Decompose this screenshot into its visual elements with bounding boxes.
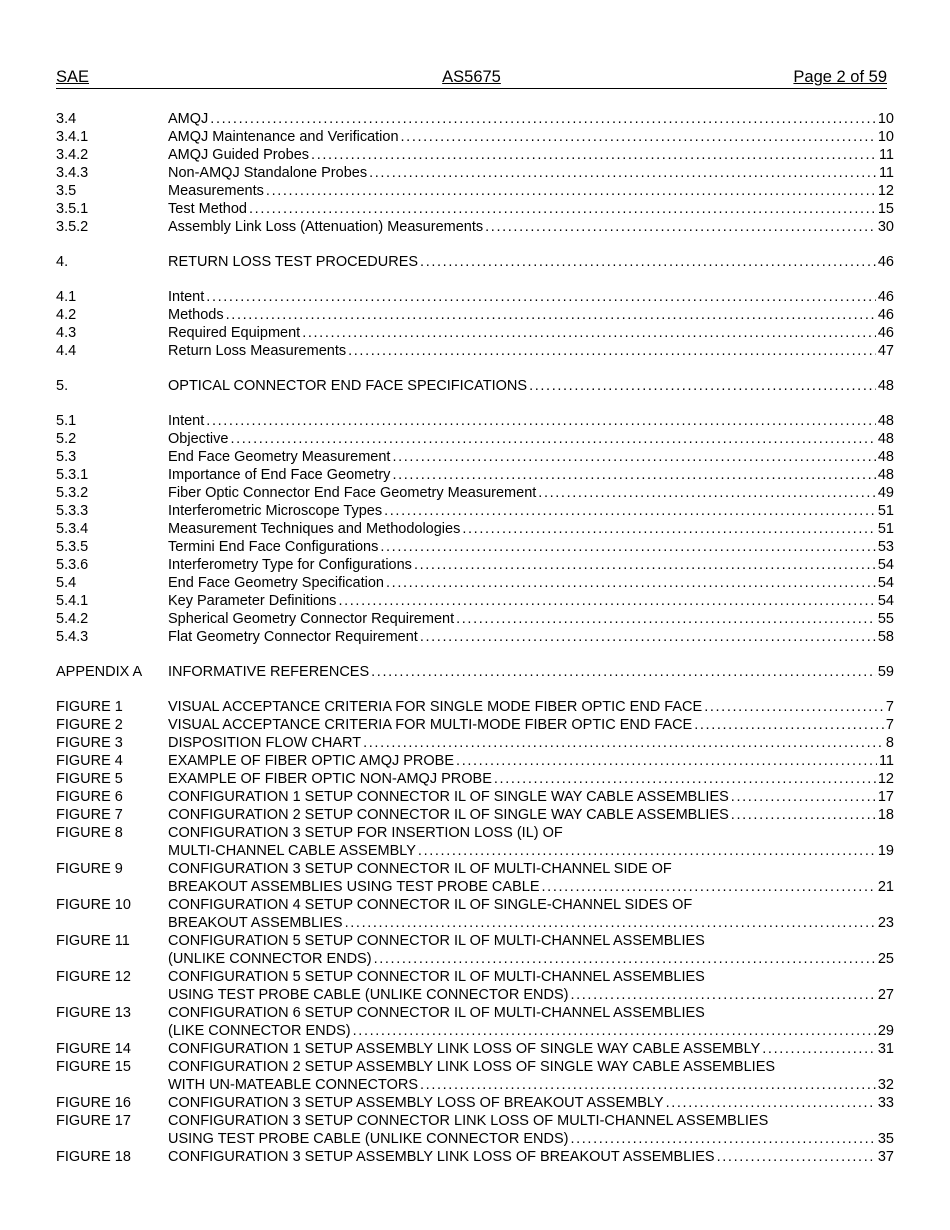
toc-entry-title: RETURN LOSS TEST PROCEDURES (168, 254, 419, 270)
toc-entry-number: FIGURE 17 (56, 1113, 131, 1129)
dot-leader (380, 538, 876, 556)
toc-entry (168, 412, 894, 430)
toc-entry-number: FIGURE 9 (56, 861, 123, 877)
dot-leader (731, 788, 876, 806)
dot-leader (494, 770, 876, 788)
toc-row (56, 200, 894, 218)
toc-entry-page: 54 (877, 593, 894, 609)
dot-leader (420, 253, 876, 271)
page-header (56, 68, 887, 89)
toc-row (56, 377, 894, 395)
toc-entry-title: CONFIGURATION 5 SETUP CONNECTOR IL OF MULTI-CHANNEL ASSEMBLIES (168, 933, 705, 949)
toc-entry (168, 1022, 894, 1040)
toc-entry (168, 734, 894, 752)
toc-row (56, 788, 894, 806)
dot-leader (570, 1130, 875, 1148)
toc-entry (168, 484, 894, 502)
toc-row (56, 860, 894, 878)
toc-entry-title: CONFIGURATION 5 SETUP CONNECTOR IL OF MULTI-CHANNEL ASSEMBLIES (168, 969, 705, 985)
toc-entry-number: 5.4.3 (56, 629, 89, 645)
toc-entry-title: BREAKOUT ASSEMBLIES (168, 915, 343, 931)
dot-leader (418, 842, 876, 860)
dot-leader (266, 182, 876, 200)
toc-row (56, 968, 894, 986)
toc-entry-page: 29 (877, 1023, 894, 1039)
toc-entry-title: DISPOSITION FLOW CHART (168, 735, 362, 751)
toc-row (56, 288, 894, 306)
toc-entry (168, 610, 894, 628)
toc-entry-number: 5.4 (56, 575, 77, 591)
dot-leader (717, 1148, 876, 1166)
dot-leader (694, 716, 884, 734)
dot-leader (311, 146, 877, 164)
toc-entry-title: WITH UN-MATEABLE CONNECTORS (168, 1077, 419, 1093)
dot-leader (538, 484, 876, 502)
toc-row (56, 1094, 894, 1112)
toc-row (56, 448, 894, 466)
dot-leader (462, 520, 876, 538)
toc-entry (168, 182, 894, 200)
toc-row (56, 1148, 894, 1166)
toc-entry-page: 46 (877, 307, 894, 323)
toc-row (56, 752, 894, 770)
toc-entry-number: 4. (56, 254, 69, 270)
toc-entry-number: FIGURE 14 (56, 1041, 131, 1057)
toc-entry-title: CONFIGURATION 3 SETUP CONNECTOR LINK LOSS OF MULTI-CHANNEL ASSEMBLIES (168, 1113, 769, 1129)
toc-entry-page: 12 (877, 183, 894, 199)
toc-entry-page: 46 (877, 289, 894, 305)
toc-entry (168, 306, 894, 324)
toc-entry-title: Methods (168, 307, 224, 323)
toc-entry-title: USING TEST PROBE CABLE (UNLIKE CONNECTOR ENDS) (168, 1131, 569, 1147)
header-org: SAE (56, 68, 90, 86)
toc-entry (168, 628, 894, 646)
toc-entry-page: 48 (877, 431, 894, 447)
toc-entry (168, 502, 894, 520)
dot-leader (338, 592, 875, 610)
dot-leader (226, 306, 876, 324)
toc-entry-page: 21 (877, 879, 894, 895)
toc-entry-page: 18 (877, 807, 894, 823)
dot-leader (401, 128, 876, 146)
toc-entry (168, 770, 894, 788)
dot-leader (374, 950, 876, 968)
dot-leader (762, 1040, 876, 1058)
toc-entry-page: 51 (877, 521, 894, 537)
toc-entry (168, 342, 894, 360)
toc-entry (168, 932, 894, 950)
toc-row (56, 824, 894, 842)
toc-row (56, 164, 894, 182)
dot-leader (456, 610, 876, 628)
toc-entry-title: Return Loss Measurements (168, 343, 347, 359)
toc-row (56, 484, 894, 502)
toc-entry-page: 31 (877, 1041, 894, 1057)
toc-entry-title: CONFIGURATION 6 SETUP CONNECTOR IL OF MULTI-CHANNEL ASSEMBLIES (168, 1005, 705, 1021)
dot-leader (704, 698, 884, 716)
toc-entry-number: 5.3.3 (56, 503, 89, 519)
toc-entry-page: 7 (885, 717, 894, 733)
toc-entry-title: Intent (168, 413, 205, 429)
toc-entry-title: (LIKE CONNECTOR ENDS) (168, 1023, 351, 1039)
toc-row (56, 610, 894, 628)
toc-entry (168, 1040, 894, 1058)
toc-row (56, 663, 894, 681)
dot-leader (392, 466, 875, 484)
toc-entry-page: 48 (877, 449, 894, 465)
toc-entry (168, 698, 894, 716)
toc-entry-page: 32 (877, 1077, 894, 1093)
toc-entry-title: CONFIGURATION 3 SETUP ASSEMBLY LINK LOSS OF BREAKOUT ASSEMBLIES (168, 1149, 715, 1165)
toc-entry-title: CONFIGURATION 2 SETUP CONNECTOR IL OF SINGLE WAY CABLE ASSEMBLIES (168, 807, 729, 823)
toc-entry-page: 33 (877, 1095, 894, 1111)
toc-row (56, 1076, 894, 1094)
toc-row (56, 466, 894, 484)
toc-entry-title: Intent (168, 289, 205, 305)
toc-entry (168, 663, 894, 681)
toc-entry-title: CONFIGURATION 1 SETUP ASSEMBLY LINK LOSS OF SINGLE WAY CABLE ASSEMBLY (168, 1041, 761, 1057)
toc-entry (168, 128, 894, 146)
toc-entry (168, 1112, 894, 1130)
toc-entry-title: Measurements (168, 183, 264, 199)
toc-row (56, 1004, 894, 1022)
toc-entry-number: FIGURE 4 (56, 753, 123, 769)
toc-entry (168, 146, 894, 164)
toc-entry-title: AMQJ Maintenance and Verification (168, 129, 399, 145)
toc-entry-page: 53 (877, 539, 894, 555)
toc-entry-page: 11 (878, 753, 894, 769)
dot-leader (666, 1094, 876, 1112)
toc-entry-number: 5.1 (56, 413, 77, 429)
toc-entry-page: 35 (877, 1131, 894, 1147)
toc-row (56, 842, 894, 860)
toc-row (56, 716, 894, 734)
toc-entry (168, 253, 894, 271)
toc-row (56, 306, 894, 324)
toc-entry-number: 5.4.1 (56, 593, 89, 609)
toc-entry (168, 716, 894, 734)
toc-row (56, 556, 894, 574)
toc-row (56, 574, 894, 592)
toc-entry-title: Flat Geometry Connector Requirement (168, 629, 418, 645)
toc-entry-number: FIGURE 12 (56, 969, 131, 985)
toc-entry-number: 3.5 (56, 183, 77, 199)
toc-entry (168, 592, 894, 610)
dot-leader (353, 1022, 876, 1040)
toc-row (56, 698, 894, 716)
toc-entry-number: 3.5.1 (56, 201, 89, 217)
toc-row (56, 110, 894, 128)
toc-entry-page: 7 (885, 699, 894, 715)
toc-entry (168, 288, 894, 306)
toc-row (56, 412, 894, 430)
dot-leader (420, 1076, 876, 1094)
toc-entry-number: FIGURE 6 (56, 789, 123, 805)
dot-leader (363, 734, 884, 752)
toc-entry-title: INFORMATIVE REFERENCES (168, 664, 370, 680)
toc-entry-page: 15 (877, 201, 894, 217)
toc-entry-number: 5.3.6 (56, 557, 89, 573)
toc-row (56, 770, 894, 788)
toc-entry-number: 4.3 (56, 325, 77, 341)
toc-entry-title: MULTI-CHANNEL CABLE ASSEMBLY (168, 843, 416, 859)
toc-row (56, 734, 894, 752)
toc-row (56, 146, 894, 164)
toc-entry-title: Interferometric Microscope Types (168, 503, 383, 519)
toc-entry-page: 19 (877, 843, 894, 859)
toc-entry-title: Assembly Link Loss (Attenuation) Measurements (168, 219, 484, 235)
toc-row (56, 806, 894, 824)
toc-entry-page: 25 (877, 951, 894, 967)
toc-entry-page: 30 (877, 219, 894, 235)
toc-entry (168, 574, 894, 592)
toc-entry-title: USING TEST PROBE CABLE (UNLIKE CONNECTOR ENDS) (168, 987, 569, 1003)
dot-leader (210, 110, 876, 128)
dot-leader (731, 806, 876, 824)
toc-entry-page: 10 (877, 129, 894, 145)
toc-entry-title: (UNLIKE CONNECTOR ENDS) (168, 951, 372, 967)
dot-leader (485, 218, 876, 236)
toc-entry (168, 842, 894, 860)
toc-entry-page: 48 (877, 413, 894, 429)
dot-leader (206, 412, 876, 430)
toc-entry-page: 54 (877, 557, 894, 573)
toc-row (56, 932, 894, 950)
toc-entry (168, 914, 894, 932)
toc-entry-page: 48 (877, 467, 894, 483)
toc-entry (168, 824, 894, 842)
toc-entry (168, 878, 894, 896)
dot-leader (384, 502, 876, 520)
toc-entry-title: CONFIGURATION 3 SETUP CONNECTOR IL OF MULTI-CHANNEL SIDE OF (168, 861, 672, 877)
toc-entry (168, 520, 894, 538)
toc-row (56, 1040, 894, 1058)
dot-leader (386, 574, 876, 592)
toc-entry-page: 48 (877, 378, 894, 394)
toc-entry (168, 448, 894, 466)
toc-entry-number: 4.2 (56, 307, 77, 323)
toc-entry-page: 8 (885, 735, 894, 751)
toc-entry-number: 3.4 (56, 111, 77, 127)
toc-entry-page: 58 (877, 629, 894, 645)
dot-leader (371, 663, 876, 681)
dot-leader (542, 878, 876, 896)
toc-entry-title: Test Method (168, 201, 247, 217)
toc-entry-number: 3.4.1 (56, 129, 89, 145)
toc-entry (168, 1004, 894, 1022)
toc-entry (168, 538, 894, 556)
toc-entry-page: 49 (877, 485, 894, 501)
toc-entry-title: Importance of End Face Geometry (168, 467, 391, 483)
toc-entry-number: 5.3.4 (56, 521, 89, 537)
toc-row (56, 324, 894, 342)
toc-entry-number: 5.3 (56, 449, 77, 465)
toc-row (56, 342, 894, 360)
toc-entry-page: 59 (877, 664, 894, 680)
toc-entry-title: End Face Geometry Measurement (168, 449, 391, 465)
toc-entry (168, 556, 894, 574)
toc-entry-number: 4.1 (56, 289, 77, 305)
toc-entry-title: Objective (168, 431, 229, 447)
toc-entry-number: 3.5.2 (56, 219, 89, 235)
toc-entry-page: 10 (877, 111, 894, 127)
toc-row (56, 1022, 894, 1040)
toc-entry (168, 1130, 894, 1148)
toc-entry-number: FIGURE 7 (56, 807, 123, 823)
toc-entry (168, 1148, 894, 1166)
toc-entry-number: 5.4.2 (56, 611, 89, 627)
toc-entry-number: FIGURE 10 (56, 897, 131, 913)
toc-entry (168, 806, 894, 824)
toc-entry (168, 430, 894, 448)
toc-entry-page: 37 (877, 1149, 894, 1165)
toc-entry (168, 950, 894, 968)
toc-entry-title: CONFIGURATION 1 SETUP CONNECTOR IL OF SINGLE WAY CABLE ASSEMBLIES (168, 789, 729, 805)
toc-entry-number: FIGURE 5 (56, 771, 123, 787)
toc-entry-page: 54 (877, 575, 894, 591)
toc-entry (168, 1094, 894, 1112)
toc-entry (168, 968, 894, 986)
header-doc-number: AS5675 (442, 68, 501, 86)
toc-entry-title: Spherical Geometry Connector Requirement (168, 611, 455, 627)
toc-entry-title: CONFIGURATION 4 SETUP CONNECTOR IL OF SINGLE-CHANNEL SIDES OF (168, 897, 693, 913)
dot-leader (369, 164, 877, 182)
dot-leader (230, 430, 875, 448)
toc-entry-number: FIGURE 13 (56, 1005, 131, 1021)
toc-entry-number: 5. (56, 378, 69, 394)
toc-entry-page: 23 (877, 915, 894, 931)
toc-row (56, 896, 894, 914)
toc-entry (168, 200, 894, 218)
toc-entry-number: APPENDIX A (56, 664, 143, 680)
table-of-contents (56, 110, 894, 1166)
toc-entry-page: 11 (878, 165, 894, 181)
dot-leader (414, 556, 876, 574)
toc-row (56, 253, 894, 271)
toc-entry (168, 896, 894, 914)
toc-entry-title: Required Equipment (168, 325, 301, 341)
toc-entry-title: End Face Geometry Specification (168, 575, 384, 591)
toc-entry-title: AMQJ (168, 111, 209, 127)
toc-entry-page: 27 (877, 987, 894, 1003)
toc-entry-number: 5.3.5 (56, 539, 89, 555)
dot-leader (345, 914, 876, 932)
dot-leader (206, 288, 876, 306)
toc-row (56, 1058, 894, 1076)
toc-row (56, 878, 894, 896)
toc-entry-page: 47 (877, 343, 894, 359)
toc-entry-number: 3.4.3 (56, 165, 89, 181)
toc-entry (168, 164, 894, 182)
toc-entry-page: 11 (878, 147, 894, 163)
dot-leader (392, 448, 875, 466)
toc-entry-page: 55 (877, 611, 894, 627)
toc-row (56, 218, 894, 236)
toc-row (56, 628, 894, 646)
toc-row (56, 502, 894, 520)
toc-row (56, 182, 894, 200)
dot-leader (456, 752, 877, 770)
toc-entry-title: AMQJ Guided Probes (168, 147, 310, 163)
toc-entry-number: FIGURE 1 (56, 699, 123, 715)
toc-entry-number: 5.3.1 (56, 467, 89, 483)
toc-entry-title: Measurement Techniques and Methodologies (168, 521, 461, 537)
toc-row (56, 592, 894, 610)
toc-entry (168, 218, 894, 236)
toc-entry-title: VISUAL ACCEPTANCE CRITERIA FOR MULTI-MODE FIBER OPTIC END FACE (168, 717, 693, 733)
toc-entry-title: EXAMPLE OF FIBER OPTIC AMQJ PROBE (168, 753, 455, 769)
toc-entry-number: 4.4 (56, 343, 77, 359)
toc-entry (168, 860, 894, 878)
toc-entry-number: FIGURE 8 (56, 825, 123, 841)
toc-entry-title: CONFIGURATION 3 SETUP FOR INSERTION LOSS (IL) OF (168, 825, 563, 841)
toc-entry (168, 324, 894, 342)
toc-entry-page: 51 (877, 503, 894, 519)
dot-leader (302, 324, 876, 342)
header-page-number: Page 2 of 59 (793, 68, 887, 86)
toc-entry-number: FIGURE 3 (56, 735, 123, 751)
toc-entry-page: 46 (877, 254, 894, 270)
toc-entry-title: VISUAL ACCEPTANCE CRITERIA FOR SINGLE MODE FIBER OPTIC END FACE (168, 699, 703, 715)
toc-entry-title: Interferometry Type for Configurations (168, 557, 412, 573)
toc-entry-title: BREAKOUT ASSEMBLIES USING TEST PROBE CABLE (168, 879, 540, 895)
toc-entry-title: OPTICAL CONNECTOR END FACE SPECIFICATIONS (168, 378, 528, 394)
toc-row (56, 128, 894, 146)
toc-entry-number: 5.2 (56, 431, 77, 447)
toc-entry-number: 5.3.2 (56, 485, 89, 501)
dot-leader (529, 377, 876, 395)
toc-entry-title: CONFIGURATION 3 SETUP ASSEMBLY LOSS OF BREAKOUT ASSEMBLY (168, 1095, 664, 1111)
toc-row (56, 1130, 894, 1148)
toc-entry-title: Non-AMQJ Standalone Probes (168, 165, 368, 181)
toc-entry (168, 788, 894, 806)
toc-entry-title: Termini End Face Configurations (168, 539, 379, 555)
toc-row (56, 538, 894, 556)
toc-entry-title: Fiber Optic Connector End Face Geometry Measurement (168, 485, 537, 501)
dot-leader (249, 200, 876, 218)
toc-entry-title: CONFIGURATION 2 SETUP ASSEMBLY LINK LOSS OF SINGLE WAY CABLE ASSEMBLIES (168, 1059, 776, 1075)
dot-leader (570, 986, 875, 1004)
toc-entry-title: Key Parameter Definitions (168, 593, 337, 609)
toc-entry-number: FIGURE 15 (56, 1059, 131, 1075)
toc-entry-page: 17 (877, 789, 894, 805)
toc-entry-title: EXAMPLE OF FIBER OPTIC NON-AMQJ PROBE (168, 771, 492, 787)
toc-row (56, 950, 894, 968)
toc-entry (168, 752, 894, 770)
toc-row (56, 430, 894, 448)
dot-leader (420, 628, 876, 646)
dot-leader (348, 342, 876, 360)
toc-entry-page: 12 (877, 771, 894, 787)
toc-entry (168, 1076, 894, 1094)
toc-entry (168, 466, 894, 484)
toc-row (56, 986, 894, 1004)
toc-entry (168, 110, 894, 128)
toc-entry-number: 3.4.2 (56, 147, 89, 163)
toc-entry-number: FIGURE 18 (56, 1149, 131, 1165)
toc-entry-number: FIGURE 11 (56, 933, 130, 949)
toc-row (56, 1112, 894, 1130)
toc-entry (168, 1058, 894, 1076)
toc-row (56, 520, 894, 538)
toc-entry (168, 377, 894, 395)
toc-entry-page: 46 (877, 325, 894, 341)
toc-entry-number: FIGURE 2 (56, 717, 123, 733)
toc-entry (168, 986, 894, 1004)
toc-entry-number: FIGURE 16 (56, 1095, 131, 1111)
toc-row (56, 914, 894, 932)
